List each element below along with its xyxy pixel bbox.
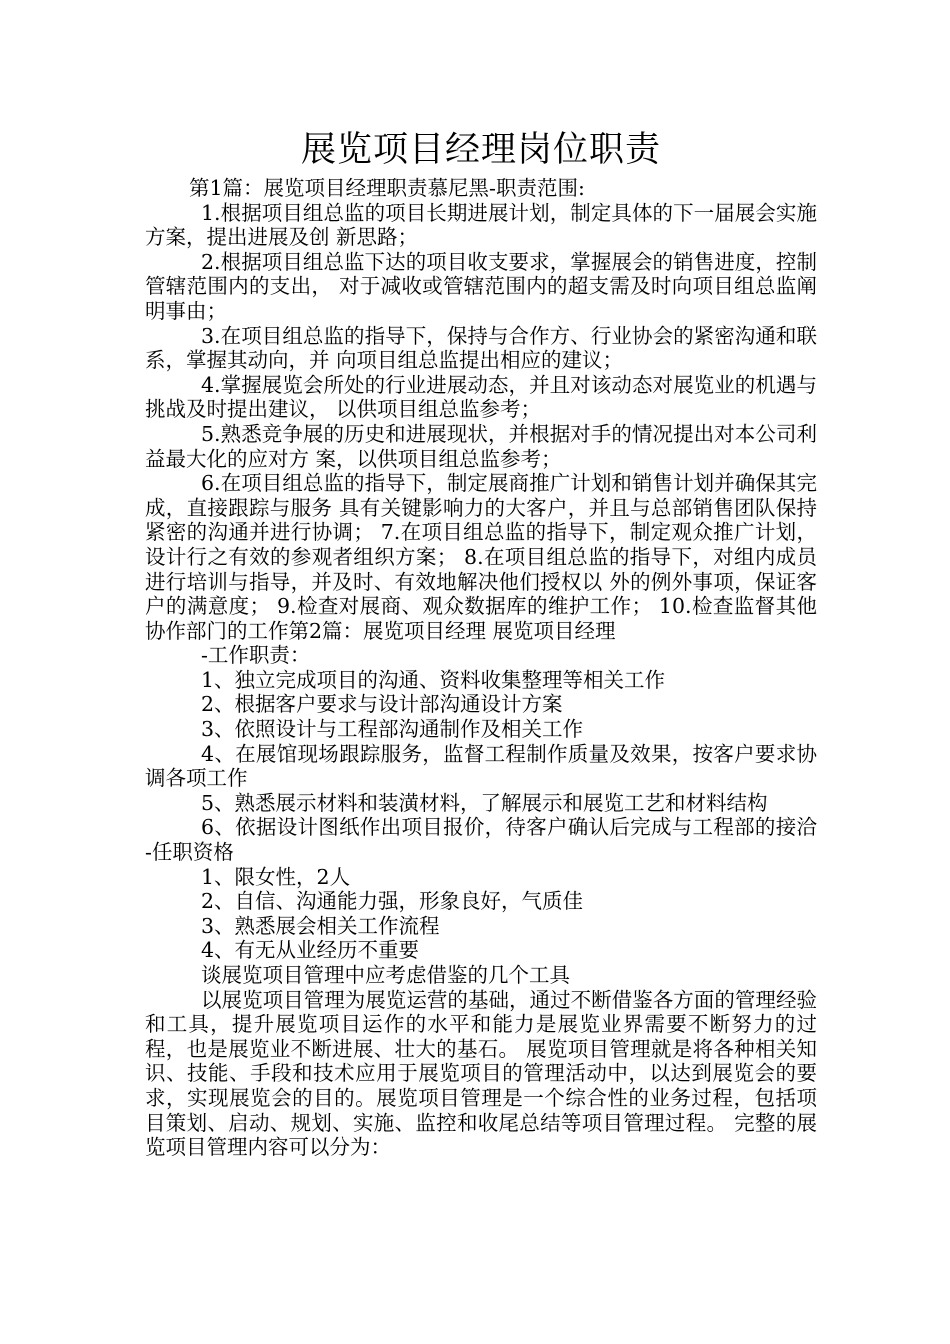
duty-item: 3.在项目组总监的指导下，保持与合作方、行业协会的紧密沟通和联系，掌握其动向，并 向项目组总监提出相应的建议； [145, 323, 817, 373]
document-page [145, 128, 817, 1160]
list-item: 1、独立完成项目的沟通、资料收集整理等相关工作 [201, 667, 666, 692]
duty-item: 1.根据项目组总监的项目长期进展计划，制定具体的下一届展会实施方案，提出进展及创 新思路； [145, 200, 817, 250]
section-heading: 第1篇：展览项目经理职责慕尼黑-职责范围: [189, 176, 585, 200]
duty-item: 4.掌握展览会所处的行业进展动态，并且对该动态对展览业的机遇与挑战及时提出建议， 以供项目组总监参考； [145, 372, 817, 422]
document-title: 展览项目经理岗位职责 [300, 130, 661, 170]
list-item: 2、自信、沟通能力强，形象良好，气质佳 [201, 889, 584, 914]
section-heading: 谈展览项目管理中应考虑借鉴的几个工具 [201, 963, 570, 987]
list-item: 4、在展馆现场跟踪服务，监督工程制作质量及效果，按客户要求协调各项工作 [145, 741, 817, 791]
list-item: 6、依据设计图纸作出项目报价，待客户确认后完成与工程部的接洽 -任职资格 [145, 815, 817, 865]
list-item: 2、根据客户要求与设计部沟通设计方案 [201, 692, 563, 717]
list-item: 5、熟悉展示材料和装潢材料，了解展示和展览工艺和材料结构 [201, 790, 768, 815]
duty-item: 2.根据项目组总监下达的项目收支要求，掌握展会的销售进度，控制管辖范围内的支出， 对于减收或管辖范围内的超支需及时向项目组总监阐明事由； [145, 249, 817, 323]
duty-item: 6.在项目组总监的指导下，制定展商推广计划和销售计划并确保其完成，直接跟踪与服务 具有关键影响力的大客户，并且与总部销售团队保持紧密的沟通并进行协调； 7.在项目组总监的指导下，制定观众推广计划，设计行之有效的参观者组织方案； 8.在项目组总监的指导下，对组内成员进行培训与指导，并及时、有效地解决他们授权以 外的例外事项，保证客户的满意度； 9.检查对展商、观众数据库的维护工作； 10.检查监督其他协作部门的工作第2篇：展览项目经理 展览项目经理 [145, 471, 817, 643]
list-item: 3、依照设计与工程部沟通制作及相关工作 [201, 717, 584, 742]
duty-item: 5.熟悉竞争展的历史和进展现状，并根据对手的情况提出对本公司利益最大化的应对方 案，以供项目组总监参考； [145, 421, 817, 471]
list-item: 3、熟悉展会相关工作流程 [201, 913, 440, 938]
list-item: 1、限女性，2人 [201, 864, 351, 889]
sub-heading: -工作职责： [201, 643, 311, 668]
list-item: 4、有无从业经历不重要 [201, 938, 420, 963]
body-paragraph: 以展览项目管理为展览运营的基础，通过不断借鉴各方面的管理经验和工具，提升展览项目运作的水平和能力是展览业界需要不断努力的过程，也是展览业不断进展、壮大的基石。 展览项目管理就是将各种相关知识、技能、手段和技术应用于展览项目的管理活动中，以达到展览会的要求，实现展览会的目的。展览项目管理是一个综合性的业务过程，包括项目策划、启动、规划、实施、监控和收尾总结等项目管理过程。 完整的展览项目管理内容可以分为： [145, 987, 817, 1160]
